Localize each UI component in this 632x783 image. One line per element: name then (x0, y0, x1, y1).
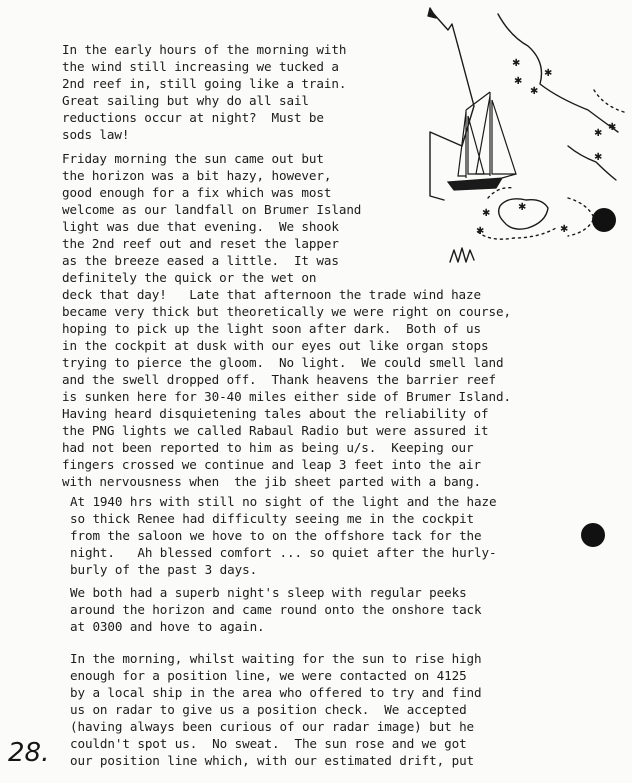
text-line: us on radar to give us a position check. We accepted (70, 702, 467, 717)
text-line: the 2nd reef out and reset the lapper (62, 236, 339, 251)
svg-text:✱: ✱ (608, 122, 617, 133)
svg-text:✱: ✱ (530, 86, 539, 97)
text-line: At 1940 hrs with still no sight of the light and the haze (70, 494, 497, 509)
text-line: enough for a position line, we were contacted on 4125 (70, 668, 467, 683)
text-line: light was due that evening. We shook (62, 219, 339, 234)
text-line: trying to pierce the gloom. No light. We could smell land (62, 355, 504, 370)
svg-text:✱: ✱ (544, 68, 553, 79)
paragraph-morning (70, 650, 482, 769)
text-line: 2nd reef in, still going like a train. (62, 76, 347, 91)
text-line: from the saloon we hove to on the offshore tack for the (70, 528, 482, 543)
text-line: the horizon was a bit hazy, however, (62, 168, 332, 183)
svg-text:✱: ✱ (594, 152, 603, 163)
text-line: as the breeze eased a little. It was (62, 253, 339, 268)
text-line: around the horizon and came round onto the onshore tack (70, 602, 482, 617)
text-line: and the swell dropped off. Thank heavens the barrier reef (62, 372, 496, 387)
text-line: in the cockpit at dusk with our eyes out like organ stops (62, 338, 489, 353)
text-line: deck that day! Late that afternoon the trade wind haze (62, 287, 481, 302)
text-line: at 0300 and hove to again. (70, 619, 265, 634)
text-line: couldn't spot us. No sweat. The sun rose and we got (70, 736, 467, 751)
text-line: definitely the quick or the wet on (62, 270, 317, 285)
text-line: night. Ah blessed comfort ... so quiet after the hurly- (70, 545, 497, 560)
text-line: Great sailing but why do all sail (62, 93, 309, 108)
text-line: In the morning, whilst waiting for the sun to rise high (70, 651, 482, 666)
text-line: We both had a superb night's sleep with regular peeks (70, 585, 467, 600)
page-number: 28. (8, 738, 50, 768)
text-line: became very thick but theoretically we were right on course, (62, 304, 511, 319)
text-line: Having heard disquietening tales about the reliability of (62, 406, 489, 421)
text-line: had not been reported to him as being u/s. Keeping our (62, 440, 474, 455)
svg-text:✱: ✱ (512, 58, 521, 69)
text-line: the PNG lights we called Rabaul Radio but were assured it (62, 423, 489, 438)
text-line: is sunken here for 30-40 miles either side of Brumer Island. (62, 389, 511, 404)
text-line: our position line which, with our estimated drift, put (70, 753, 475, 768)
text-line: (having always been curious of our radar image) but he (70, 719, 475, 734)
svg-text:✱: ✱ (560, 224, 569, 235)
text-line: with nervousness when the jib sheet parted with a bang. (62, 474, 481, 489)
svg-text:✱: ✱ (476, 226, 485, 237)
paragraph-hove-to (70, 493, 496, 578)
punch-hole (592, 208, 616, 232)
punch-hole (581, 523, 605, 547)
paragraph-friday (62, 150, 511, 490)
paragraph-reef (62, 41, 346, 143)
text-line: hoping to pick up the light soon after dark. Both of us (62, 321, 481, 336)
svg-text:✱: ✱ (594, 128, 603, 139)
text-line: good enough for a fix which was most (62, 185, 332, 200)
svg-text:✱: ✱ (482, 208, 491, 219)
text-line: Friday morning the sun came out but (62, 151, 324, 166)
paragraph-night (70, 584, 482, 635)
text-line: burly of the past 3 days. (70, 562, 258, 577)
text-line: fingers crossed we continue and leap 3 feet into the air (62, 457, 481, 472)
svg-text:✱: ✱ (514, 76, 523, 87)
text-line: In the early hours of the morning with (62, 42, 347, 57)
text-line: by a local ship in the area who offered to try and find (70, 685, 482, 700)
text-line: reductions occur at night? Must be (62, 110, 324, 125)
text-line: welcome as our landfall on Brumer Island (62, 202, 362, 217)
text-line: so thick Renee had difficulty seeing me in the cockpit (70, 511, 475, 526)
text-line: the wind still increasing we tucked a (62, 59, 339, 74)
text-line: sods law! (62, 127, 130, 142)
svg-text:✱: ✱ (518, 202, 527, 213)
